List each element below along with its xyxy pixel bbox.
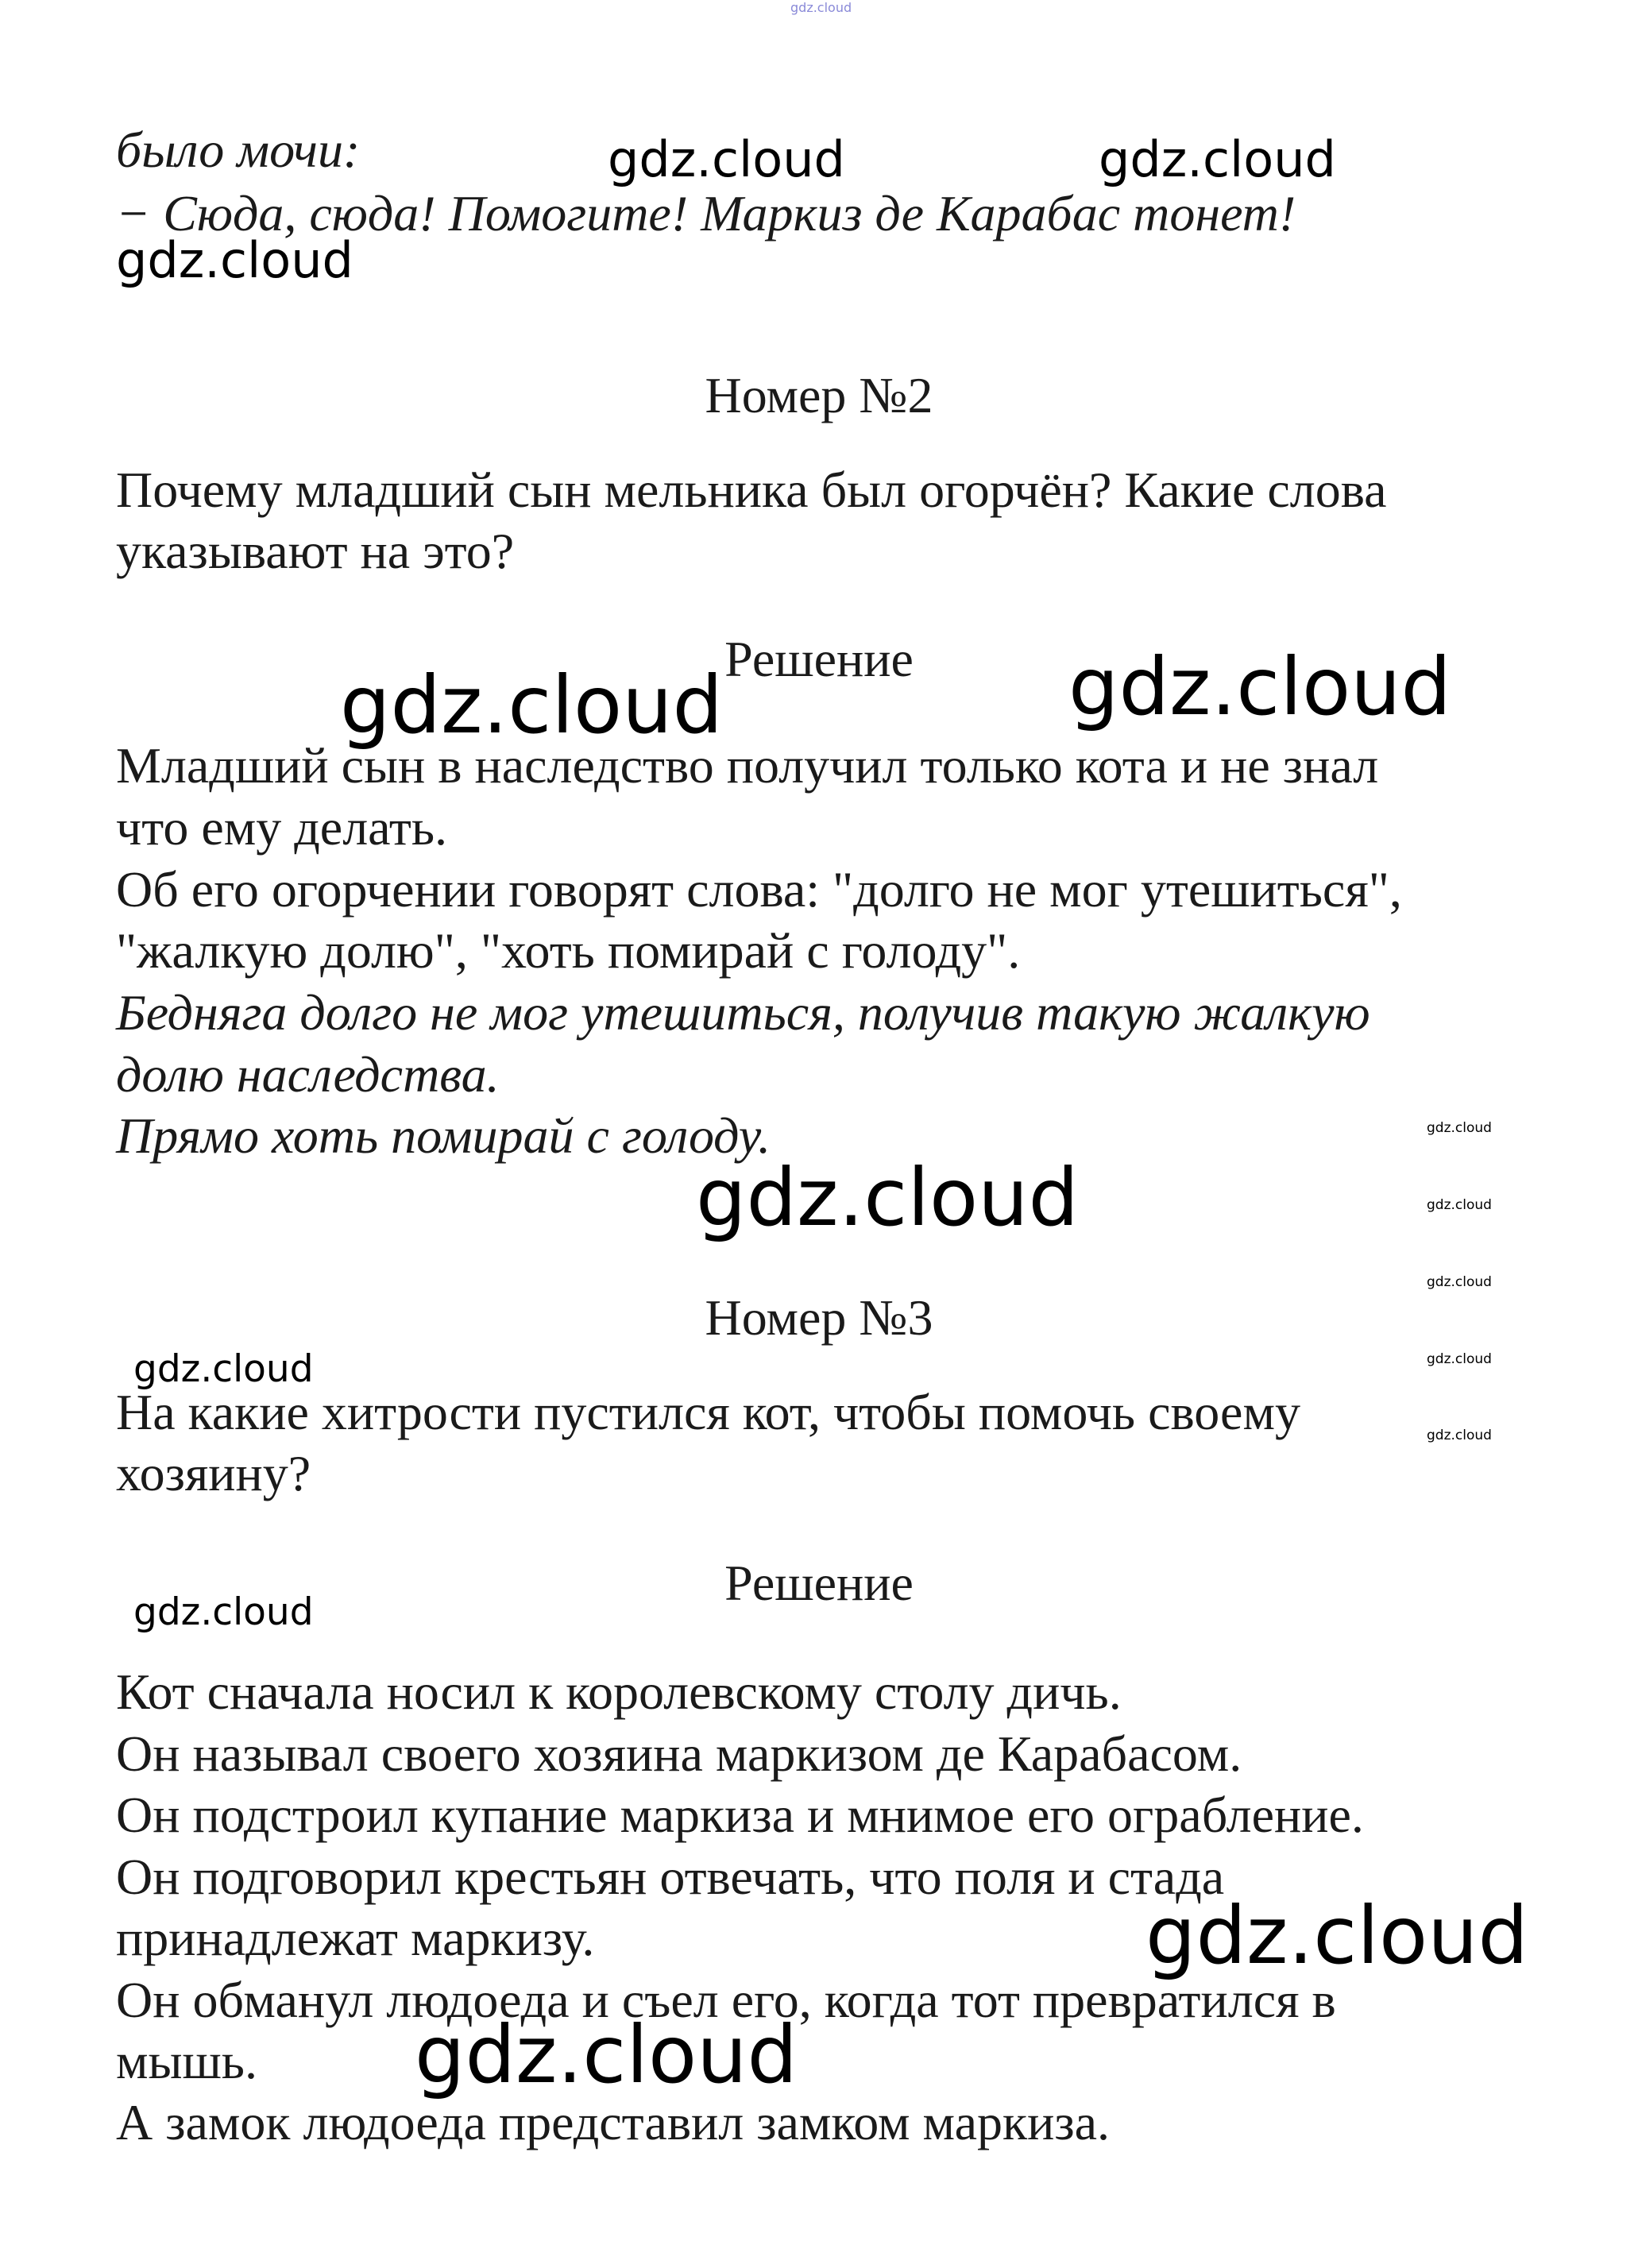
intro-line: было мочи:: [116, 122, 361, 178]
task-3-question-line: На какие хитрости пустился кот, чтобы помочь своему: [116, 1384, 1300, 1440]
watermark: gdz.cloud: [133, 1590, 314, 1634]
task-3-answer-line: Он подстроил купание маркиза и мнимое его ограбление.: [116, 1787, 1364, 1843]
watermark-small: gdz.cloud: [1427, 1274, 1492, 1290]
task-2-answer-line: что ему делать.: [116, 799, 448, 856]
watermark: gdz.cloud: [696, 1151, 1080, 1244]
task-2-quote-line: долю наследства.: [116, 1046, 500, 1103]
task-2-quote-line: Прямо хоть помирай с голоду.: [116, 1107, 771, 1164]
watermark: gdz.cloud: [1145, 1889, 1529, 1982]
task-3-solution-heading: Решение: [724, 1555, 914, 1611]
watermark-small: gdz.cloud: [1427, 1428, 1492, 1443]
watermark-small: gdz.cloud: [1427, 1197, 1492, 1213]
watermark: gdz.cloud: [1099, 130, 1336, 188]
task-3-answer-line: Он называл своего хозяина маркизом де Карабасом.: [116, 1725, 1242, 1782]
watermark: gdz.cloud: [415, 2008, 798, 2101]
task-2-answer-line: Об его огорчении говорят слова: "долго не мог утешиться",: [116, 861, 1402, 918]
task-3-answer-line: Он обманул людоеда и съел его, когда тот превратился в: [116, 1972, 1336, 2028]
watermark-top-tiny: gdz.cloud: [790, 0, 852, 15]
watermark-small: gdz.cloud: [1427, 1351, 1492, 1367]
task-3-heading: Номер №3: [705, 1289, 933, 1346]
watermark: gdz.cloud: [608, 130, 845, 188]
watermark: gdz.cloud: [116, 231, 353, 289]
watermark: gdz.cloud: [340, 659, 724, 751]
task-2-solution-heading: Решение: [724, 631, 914, 687]
task-3-question-line: хозяину?: [116, 1445, 311, 1501]
task-2-question-line: Почему младший сын мельника был огорчён? Какие слова: [116, 462, 1387, 518]
task-2-answer-line: Младший сын в наследство получил только кота и не знал: [116, 737, 1379, 794]
task-2-question-line: указывают на это?: [116, 523, 515, 579]
task-3-answer-line: А замок людоеда представил замком маркиза.: [116, 2094, 1111, 2150]
task-3-answer-line: мышь.: [116, 2033, 257, 2089]
watermark: gdz.cloud: [1068, 640, 1452, 733]
task-2-heading: Номер №2: [705, 367, 933, 423]
task-3-answer-line: Кот сначала носил к королевскому столу дичь.: [116, 1663, 1122, 1720]
intro-line: − Сюда, сюда! Помогите! Маркиз де Карабас тонет!: [116, 185, 1296, 241]
task-2-quote-line: Бедняга долго не мог утешиться, получив такую жалкую: [116, 984, 1370, 1041]
task-3-answer-line: принадлежат маркизу.: [116, 1910, 595, 1966]
watermark-small: gdz.cloud: [1427, 1120, 1492, 1136]
task-3-answer-line: Он подговорил крестьян отвечать, что поля и стада: [116, 1849, 1225, 1905]
task-2-answer-line: "жалкую долю", "хоть помирай с голоду".: [116, 922, 1021, 979]
watermark: gdz.cloud: [133, 1347, 314, 1391]
